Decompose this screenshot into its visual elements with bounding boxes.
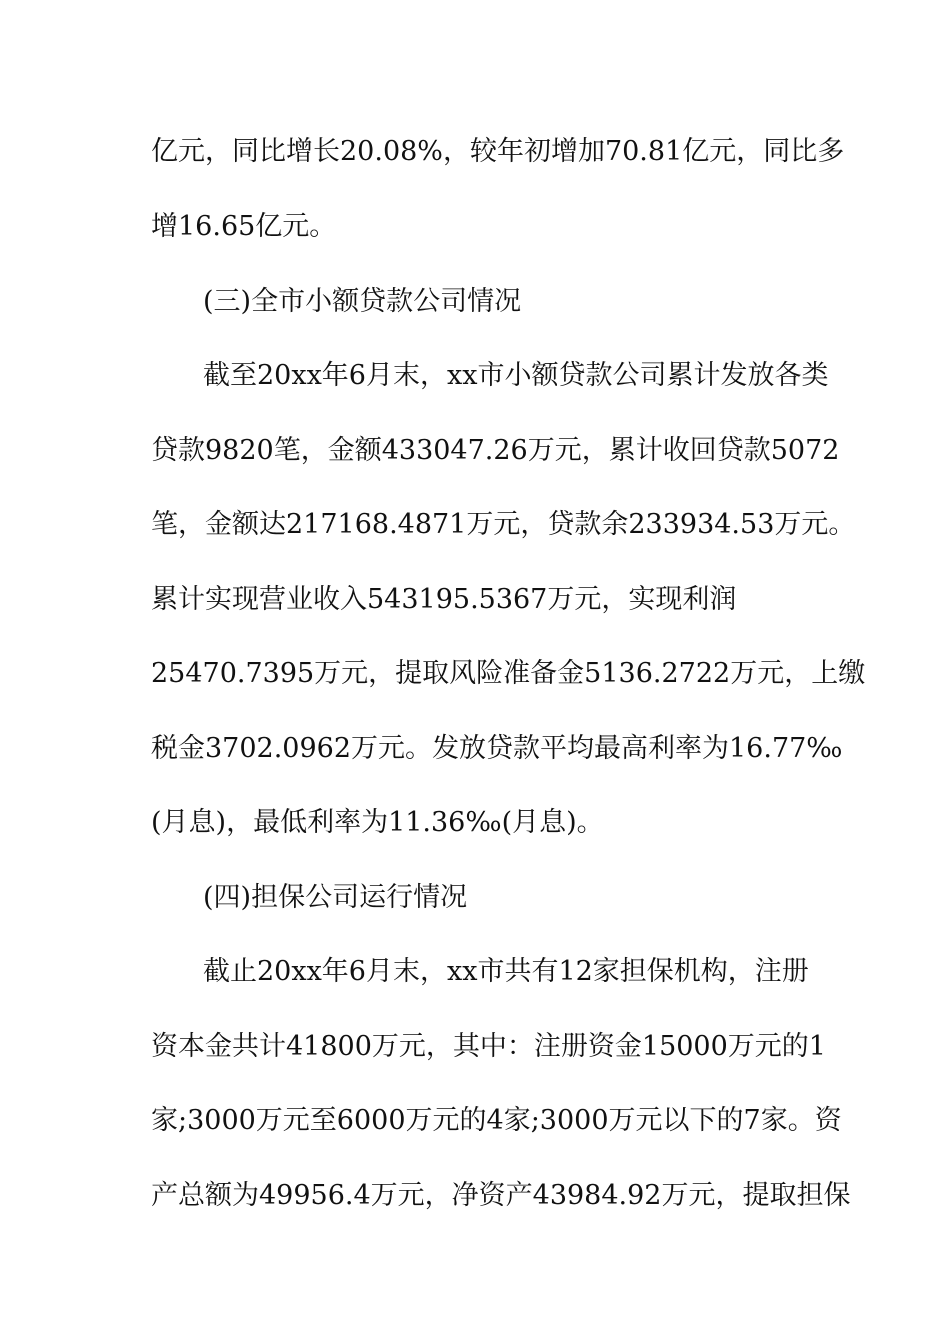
paragraph-line: 笔，金额达217168.4871万元，贷款余233934.53万元。: [151, 509, 856, 540]
section-heading: (四)担保公司运行情况: [203, 882, 468, 913]
paragraph-line: 税金3702.0962万元。发放贷款平均最高利率为16.77‰: [151, 733, 843, 764]
paragraph-line: 家;3000万元至6000万元的4家;3000万元以下的7家。资: [151, 1105, 842, 1136]
paragraph-line: 资本金共计41800万元，其中：注册资金15000万元的1: [151, 1031, 826, 1062]
paragraph-line: (月息)，最低利率为11.36‰(月息)。: [151, 807, 604, 838]
paragraph-line: 截至20xx年6月末，xx市小额贷款公司累计发放各类: [203, 360, 829, 391]
paragraph-line: 25470.7395万元，提取风险准备金5136.2722万元，上缴: [151, 658, 866, 689]
section-heading: (三)全市小额贷款公司情况: [203, 286, 522, 317]
paragraph-line: 增16.65亿元。: [151, 211, 337, 242]
paragraph-line: 累计实现营业收入543195.5367万元，实现利润: [151, 584, 737, 615]
paragraph-line: 产总额为49956.4万元，净资产43984.92万元，提取担保: [151, 1180, 851, 1211]
paragraph-line: 亿元，同比增长20.08%，较年初增加70.81亿元，同比多: [151, 136, 845, 167]
paragraph-line: 贷款9820笔，金额433047.26万元，累计收回贷款5072: [151, 435, 840, 466]
paragraph-line: 截止20xx年6月末，xx市共有12家担保机构，注册: [203, 956, 809, 987]
